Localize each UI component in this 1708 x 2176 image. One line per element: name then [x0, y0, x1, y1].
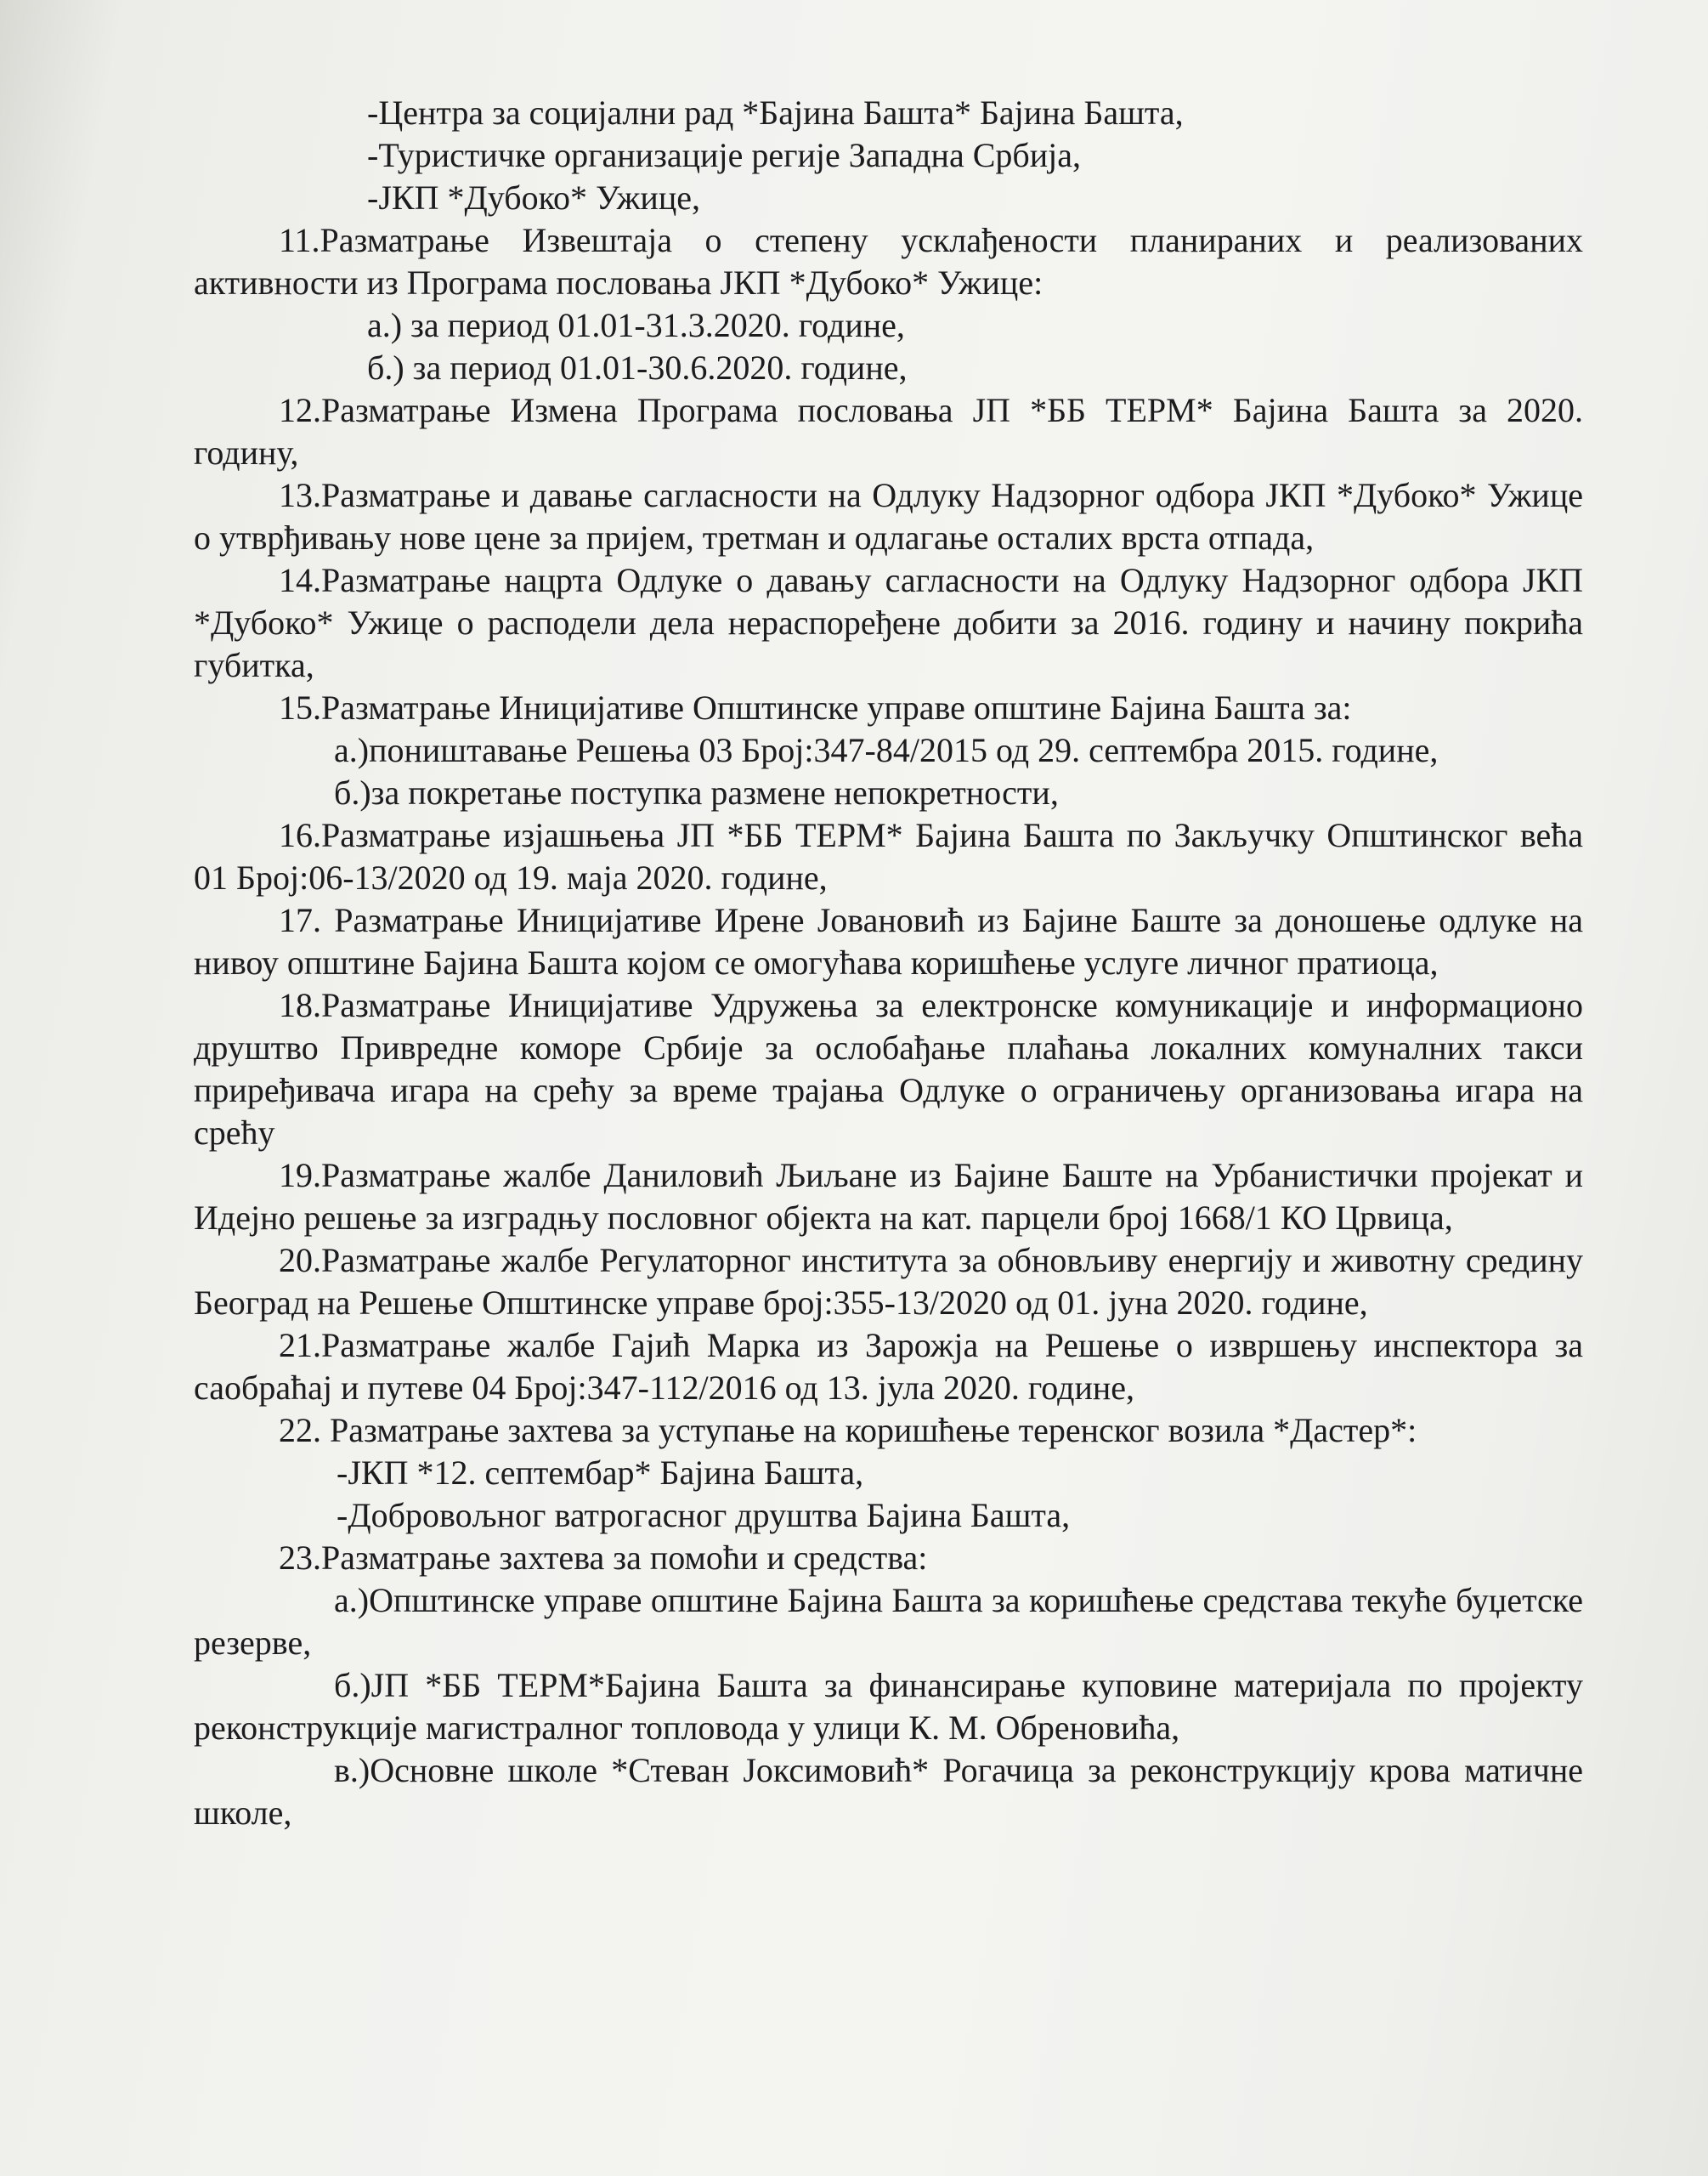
agenda-item-22: 22. Разматрање захтева за уступање на коришћење теренског возила *Дастер*:: [279, 1411, 1417, 1449]
agenda-item-18: 18.Разматрање Иницијативе Удружења за електронске комуникације и информационо друштво Привредне коморе Србије за ослобађање плаћања локалних комуналних такси приређивача игара на срећу за време трајања Одлуке о ограничењу организовања игара на срећу: [194, 986, 1583, 1152]
agenda-item-14: 14.Разматрање нацрта Одлуке о давању сагласности на Одлуку Надзорног одбора ЈКП *Дубоко* Ужице о расподели дела нераспоређене добити за 2016. годину и начину покрића губитка,: [194, 561, 1583, 684]
list-item: -Центра за социјални рад *Бајина Башта* Бајина Башта,: [367, 94, 1184, 132]
agenda-item-19: 19.Разматрање жалбе Даниловић Љиљане из Бајине Баште на Урбанистички пројекат и Идејно решење за изградњу пословног објекта на кат. парцели број 1668/1 КО Црвица,: [194, 1156, 1583, 1237]
agenda-item-16: 16.Разматрање изјашњења ЈП *ББ ТЕРМ* Бајина Башта по Закључку Општинског већа 01 Број:06-13/2020 од 19. маја 2020. године,: [194, 816, 1583, 897]
sub-item: б.)ЈП *ББ ТЕРМ*Бајина Башта за финансирање куповине материјала по пројекту реконструкције магистралног топловода у улици К. М. Обреновића,: [194, 1666, 1583, 1747]
sub-item: б.)за покретање поступка размене непокретности,: [334, 774, 1059, 812]
sub-item: в.)Основне школе *Стеван Јоксимовић* Рогачица за реконструкцију крова матичне школе,: [194, 1751, 1583, 1832]
document-page: [194, 92, 1583, 1834]
agenda-item-23: 23.Разматрање захтева за помоћи и средства:: [279, 1538, 928, 1577]
sub-item: а.) за период 01.01-31.3.2020. године,: [367, 306, 905, 344]
list-item: -Туристичке организације регије Западна Србија,: [367, 136, 1081, 174]
agenda-item-13: 13.Разматрање и давање сагласности на Одлуку Надзорног одбора ЈКП *Дубоко* Ужице о утврђивању нове цене за пријем, третман и одлагање осталих врста отпада,: [194, 476, 1583, 557]
sub-item: а.)Општинске управе општине Бајина Башта за коришћење средстава текуће буџетске резерве,: [194, 1581, 1583, 1662]
agenda-item-21: 21.Разматрање жалбе Гајић Марка из Зарожја на Решење о извршењу инспектора за саобраћај и путеве 04 Број:347-112/2016 од 13. јула 2020. године,: [194, 1326, 1583, 1407]
sub-item: б.) за период 01.01-30.6.2020. године,: [367, 348, 908, 387]
list-item: -ЈКП *Дубоко* Ужице,: [367, 178, 700, 217]
sub-item: а.)поништавање Решења 03 Број:347-84/2015 од 29. септембра 2015. године,: [334, 731, 1439, 769]
sub-item: -ЈКП *12. септембар* Бајина Башта,: [337, 1454, 864, 1492]
agenda-item-11: 11.Разматрање Извештаја о степену усклађености планираних и реализованих активности из Програма пословања ЈКП *Дубоко* Ужице:: [194, 221, 1583, 302]
sub-item: -Добровољног ватрогасног друштва Бајина Башта,: [337, 1496, 1071, 1534]
agenda-item-20: 20.Разматрање жалбе Регулаторног института за обновљиву енергију и животну средину Београд на Решење Општинске управе број:355-13/2020 од 01. јуна 2020. године,: [194, 1241, 1583, 1322]
agenda-item-17: 17. Разматрање Иницијативе Ирене Јовановић из Бајине Баште за доношење одлуке на нивоу општине Бајина Башта којом се омогућава коришћење услуге личног пратиоца,: [194, 901, 1583, 982]
agenda-item-15: 15.Разматрање Иницијативе Општинске управе општине Бајина Башта за:: [279, 688, 1352, 727]
agenda-item-12: 12.Разматрање Измена Програма пословања ЈП *ББ ТЕРМ* Бајина Башта за 2020. годину,: [194, 391, 1583, 472]
